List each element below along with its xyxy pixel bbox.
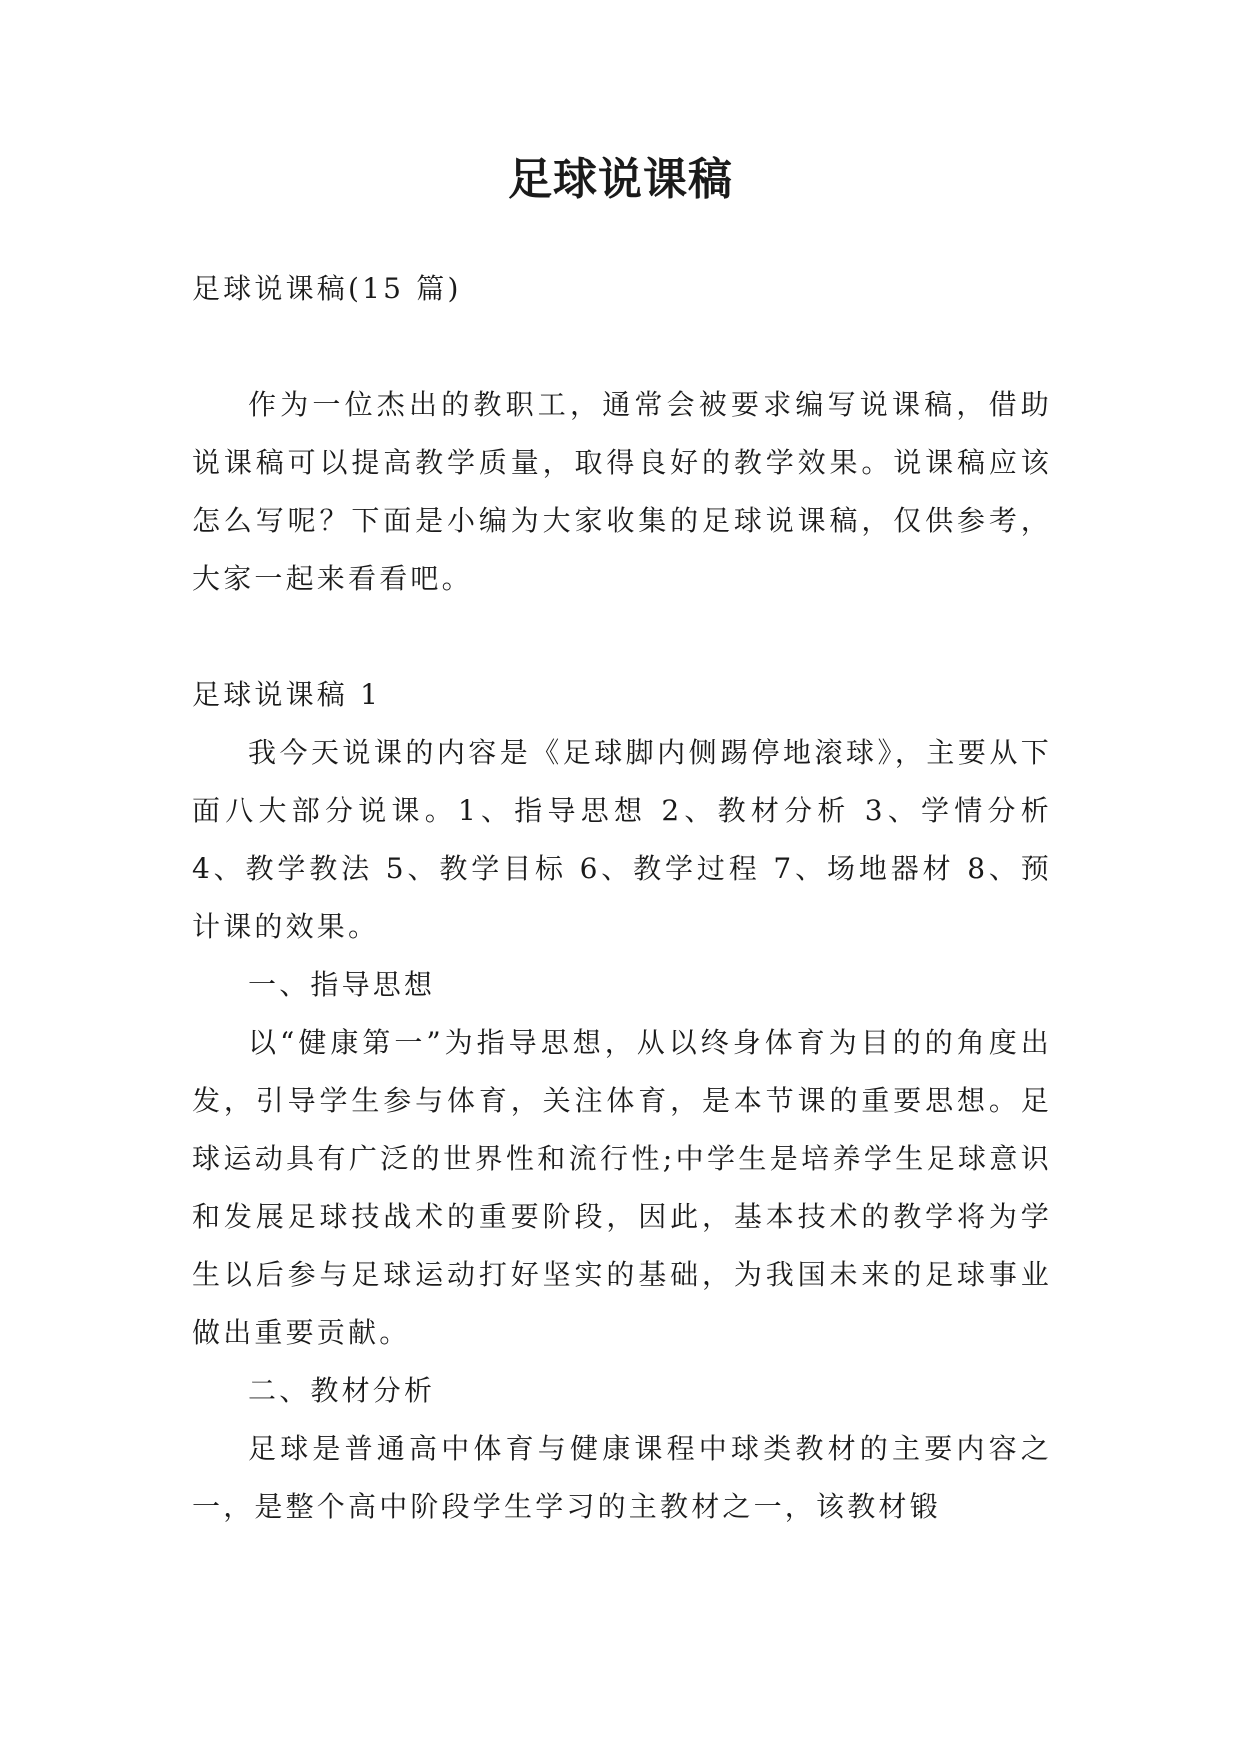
subsection-heading: 二、教材分析 (248, 1374, 436, 1407)
body-paragraph: 足球是普通高中体育与健康课程中球类教材的主要内容之一，是整个高中阶段学生学习的主教材之一，该教材锻 (192, 1432, 1052, 1523)
body-paragraph: 以“健康第一”为指导思想，从以终身体育为目的的角度出发，引导学生参与体育，关注体育，是本节课的重要思想。足球运动具有广泛的世界性和流行性;中学生是培养学生足球意识和发展足球技战术的重要阶段，因此，基本技术的教学将为学生以后参与足球运动打好坚实的基础，为我国未来的足球事业做出重要贡献。 (192, 1026, 1052, 1349)
document-subtitle: 足球说课稿(15 篇) (192, 272, 462, 305)
body-paragraph: 我今天说课的内容是《足球脚内侧踢停地滚球》，主要从下面八大部分说课。1、指导思想 2、教材分析 3、学情分析 4、教学教法 5、教学目标 6、教学过程 7、场地器材 8、预计课的效果。 (192, 736, 1052, 943)
section-heading: 足球说课稿 1 (192, 678, 382, 711)
subsection-heading: 一、指导思想 (248, 968, 436, 1001)
document-title: 足球说课稿 (508, 154, 733, 205)
intro-paragraph: 作为一位杰出的教职工，通常会被要求编写说课稿，借助说课稿可以提高教学质量，取得良好的教学效果。说课稿应该怎么写呢？下面是小编为大家收集的足球说课稿，仅供参考，大家一起来看看吧。 (192, 388, 1052, 595)
document-body (192, 260, 1052, 1536)
